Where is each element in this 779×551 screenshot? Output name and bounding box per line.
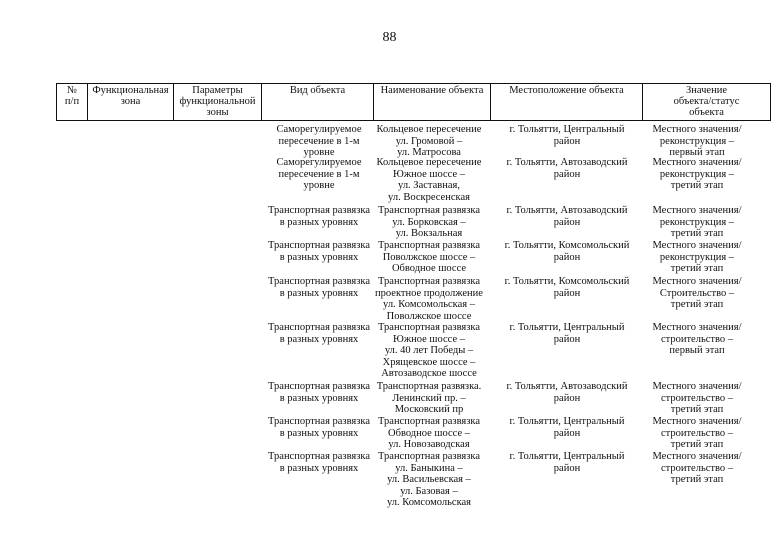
- cell-location-line: г. Тольятти, Комсомольский: [504, 240, 630, 251]
- cell-location: [492, 451, 642, 474]
- cell-object-type-line: Транспортная развязка: [268, 205, 370, 216]
- cell-object-name-line: Транспортная развязка: [378, 416, 480, 427]
- cell-object-name: [354, 416, 504, 451]
- header-zone-line: Функциональная: [92, 85, 169, 96]
- cell-object-name-line: ул. Баныкина –: [395, 462, 463, 474]
- cell-object-name-line: Транспортная развязка: [378, 451, 480, 462]
- header-status-line: Значение: [686, 85, 727, 96]
- cell-status-line: Строительство –: [659, 287, 735, 299]
- cell-object-name-line: ул. Комсомольская –: [383, 299, 475, 310]
- cell-object-name-line: Обводное шоссе –: [388, 427, 470, 439]
- cell-object-name-line: ул. Васильевская –: [387, 474, 471, 485]
- header-object-type-line: Вид объекта: [289, 85, 346, 96]
- header-params: [174, 83, 262, 121]
- cell-object-name: [354, 322, 504, 380]
- header-location: [491, 83, 643, 121]
- cell-object-type-line: пересечение в 1-м: [278, 135, 360, 147]
- cell-object-name: [354, 381, 504, 416]
- cell-status-line: Местного значения/: [652, 157, 742, 168]
- cell-object-type-line: уровне: [303, 147, 335, 158]
- cell-status: [622, 322, 772, 357]
- cell-object-name-line: ул. Матросова: [397, 147, 461, 158]
- cell-status: [622, 205, 772, 240]
- cell-object-name-line: Кольцевое пересечение: [376, 124, 482, 135]
- cell-location: [492, 381, 642, 404]
- cell-object-type-line: в разных уровнях: [279, 333, 359, 345]
- cell-object-name-line: ул. Воскресенская: [388, 191, 470, 203]
- cell-object-type-line: в разных уровнях: [279, 251, 359, 263]
- cell-object-name-line: Автозаводское шоссе: [381, 368, 477, 379]
- cell-status: [622, 124, 772, 159]
- cell-object-name-line: ул. 40 лет Победы –: [384, 345, 474, 356]
- cell-object-name: [354, 451, 504, 509]
- cell-status: [622, 157, 772, 192]
- cell-status-line: третий этап: [670, 404, 724, 415]
- header-status: [643, 83, 771, 121]
- cell-location-line: район: [553, 251, 581, 263]
- cell-location-line: район: [553, 427, 581, 439]
- header-status-line: объекта: [689, 107, 724, 118]
- cell-object-name-line: ул. Заставная,: [398, 180, 460, 191]
- header-location-line: Местоположение объекта: [509, 85, 624, 96]
- cell-object-name-line: Транспортная развязка: [378, 276, 480, 287]
- cell-object-type-line: в разных уровнях: [279, 216, 359, 228]
- cell-status-line: Местного значения/: [652, 381, 742, 392]
- cell-object-type-line: в разных уровнях: [279, 287, 359, 299]
- cell-status-line: Местного значения/: [652, 205, 742, 216]
- cell-location-line: г. Тольятти, Комсомольский: [504, 276, 630, 287]
- cell-object-name: [354, 276, 504, 322]
- cell-location-line: район: [553, 333, 581, 345]
- header-number-line: п/п: [64, 96, 80, 107]
- cell-location: [492, 240, 642, 263]
- cell-object-name-line: Транспортная развязка: [378, 205, 480, 216]
- cell-status-line: Местного значения/: [652, 124, 742, 135]
- cell-object-name-line: Московский пр: [394, 404, 464, 415]
- cell-object-name: [354, 124, 504, 159]
- cell-object-name-line: ул. Базовая –: [400, 485, 458, 497]
- cell-object-name-line: ул. Громовой –: [395, 135, 463, 147]
- header-params-line: функциональной: [179, 96, 256, 107]
- cell-status-line: Местного значения/: [652, 276, 742, 287]
- cell-location: [492, 124, 642, 147]
- cell-object-name-line: Обводное шоссе: [391, 263, 467, 274]
- cell-status: [622, 416, 772, 451]
- cell-object-type-line: Транспортная развязка: [268, 276, 370, 287]
- cell-status-line: третий этап: [670, 299, 724, 310]
- header-number-line: №: [66, 85, 78, 96]
- cell-status-line: строительство –: [660, 333, 734, 345]
- cell-object-type-line: пересечение в 1-м: [278, 168, 360, 180]
- cell-status: [622, 381, 772, 416]
- cell-status-line: Местного значения/: [652, 322, 742, 333]
- cell-status-line: первый этап: [669, 147, 725, 158]
- cell-object-name-line: ул. Борковская –: [392, 216, 466, 228]
- cell-location: [492, 276, 642, 299]
- cell-status-line: третий этап: [670, 228, 724, 239]
- header-zone: [88, 83, 174, 121]
- cell-object-name-line: Ленинский пр. –: [392, 392, 466, 404]
- cell-status: [622, 276, 772, 311]
- cell-location: [492, 416, 642, 439]
- cell-object-type-line: Саморегулируемое: [276, 157, 362, 168]
- cell-status-line: реконструкция –: [659, 251, 735, 263]
- cell-location-line: г. Тольятти, Центральный: [509, 416, 625, 427]
- header-number: [56, 83, 88, 121]
- cell-status-line: третий этап: [670, 474, 724, 485]
- cell-object-type-line: Транспортная развязка: [268, 240, 370, 251]
- cell-status-line: строительство –: [660, 392, 734, 404]
- cell-object-name-line: Южное шоссе –: [392, 168, 466, 180]
- cell-status-line: третий этап: [670, 180, 724, 191]
- header-object-name-line: Наименование объекта: [380, 85, 484, 96]
- cell-location-line: г. Тольятти, Автозаводский: [506, 157, 628, 168]
- header-status-line: объекта/статус: [673, 96, 740, 107]
- cell-object-type-line: уровне: [303, 180, 335, 191]
- cell-object-type-line: Транспортная развязка: [268, 451, 370, 462]
- cell-location-line: район: [553, 135, 581, 147]
- cell-object-name-line: Транспортная развязка: [378, 240, 480, 251]
- cell-status-line: Местного значения/: [652, 240, 742, 251]
- cell-object-name-line: Южное шоссе –: [392, 333, 466, 345]
- cell-object-name: [354, 157, 504, 203]
- cell-object-type-line: в разных уровнях: [279, 462, 359, 474]
- page-number: 88: [382, 30, 397, 45]
- cell-location-line: г. Тольятти, Автозаводский: [506, 381, 628, 392]
- cell-object-type-line: Транспортная развязка: [268, 322, 370, 333]
- cell-location-line: г. Тольятти, Центральный: [509, 322, 625, 333]
- cell-location-line: г. Тольятти, Автозаводский: [506, 205, 628, 216]
- cell-location-line: г. Тольятти, Центральный: [509, 451, 625, 462]
- cell-status-line: строительство –: [660, 462, 734, 474]
- cell-location: [492, 157, 642, 180]
- cell-status-line: Местного значения/: [652, 451, 742, 462]
- cell-object-type-line: в разных уровнях: [279, 392, 359, 404]
- cell-location-line: район: [553, 462, 581, 474]
- cell-location-line: район: [553, 392, 581, 404]
- cell-status-line: реконструкция –: [659, 135, 735, 147]
- cell-status-line: первый этап: [669, 345, 725, 356]
- cell-location-line: г. Тольятти, Центральный: [509, 124, 625, 135]
- cell-object-name: [354, 205, 504, 240]
- cell-location-line: район: [553, 168, 581, 180]
- cell-location-line: район: [553, 216, 581, 228]
- cell-object-type-line: Саморегулируемое: [276, 124, 362, 135]
- cell-status-line: третий этап: [670, 439, 724, 450]
- cell-object-name-line: Транспортная развязка: [378, 322, 480, 333]
- cell-object-type-line: в разных уровнях: [279, 427, 359, 439]
- header-object-name: [374, 83, 491, 121]
- cell-object-name-line: Поволжское шоссе –: [382, 251, 476, 263]
- header-object-type: [262, 83, 374, 121]
- cell-object-name: [354, 240, 504, 275]
- cell-status-line: реконструкция –: [659, 216, 735, 228]
- cell-object-name-line: ул. Комсомольская: [386, 497, 472, 508]
- cell-object-name-line: Транспортная развязка.: [376, 381, 482, 392]
- cell-object-type-line: Транспортная развязка: [268, 416, 370, 427]
- cell-status: [622, 240, 772, 275]
- cell-status-line: реконструкция –: [659, 168, 735, 180]
- cell-object-name-line: ул. Вокзальная: [395, 228, 463, 239]
- cell-object-name-line: ул. Новозаводская: [388, 439, 470, 450]
- header-params-line: Параметры: [192, 85, 243, 96]
- cell-object-name-line: Хрящевское шоссе –: [382, 356, 476, 368]
- cell-status: [622, 451, 772, 486]
- cell-location: [492, 205, 642, 228]
- cell-object-type-line: Транспортная развязка: [268, 381, 370, 392]
- cell-object-name-line: Поволжское шоссе: [386, 310, 472, 322]
- cell-status-line: третий этап: [670, 263, 724, 274]
- header-zone-line: зона: [120, 96, 141, 107]
- header-params-line: зоны: [206, 107, 229, 118]
- cell-object-name-line: Кольцевое пересечение: [376, 157, 482, 168]
- cell-status-line: строительство –: [660, 427, 734, 439]
- cell-location: [492, 322, 642, 345]
- cell-location-line: район: [553, 287, 581, 299]
- cell-object-name-line: проектное продолжение: [375, 287, 483, 299]
- cell-status-line: Местного значения/: [652, 416, 742, 427]
